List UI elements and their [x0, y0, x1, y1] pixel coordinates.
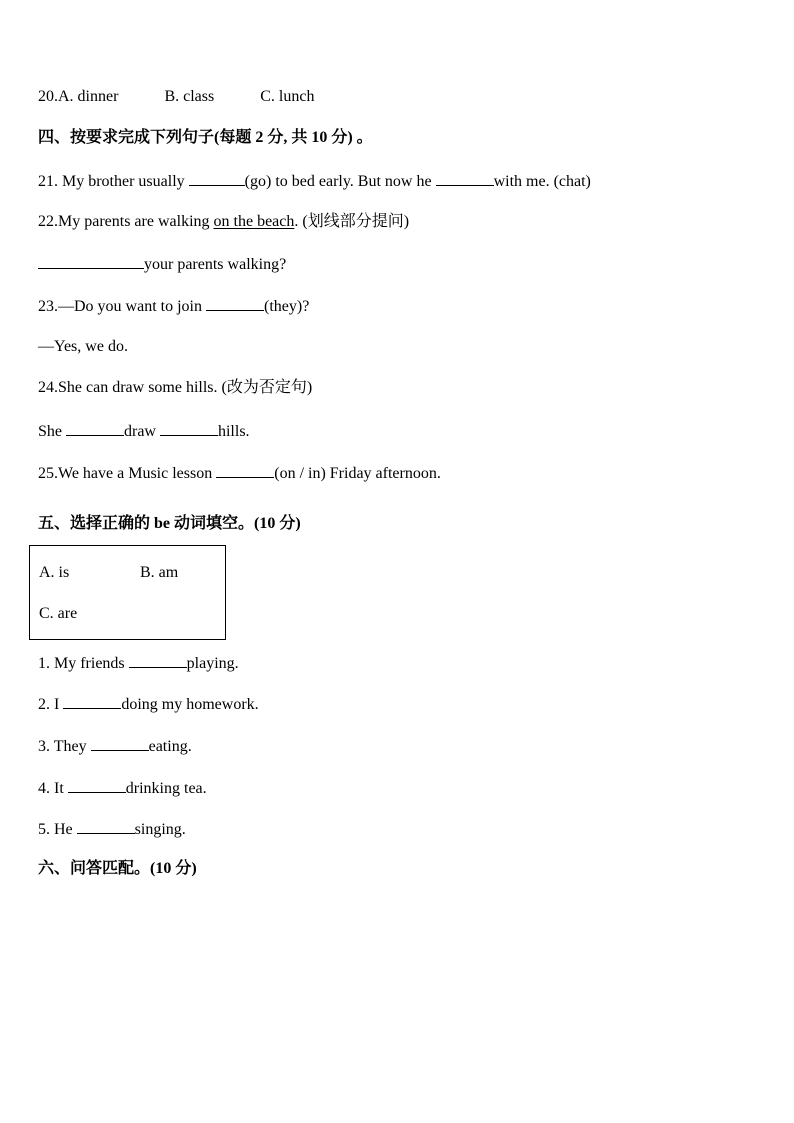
answer-blank[interactable]	[216, 462, 274, 478]
section-5-heading: 五、选择正确的 be 动词填空。(10 分)	[38, 515, 301, 532]
question-text: My parents are walking	[58, 213, 214, 230]
s5-item-1	[38, 652, 239, 674]
question-24	[38, 378, 312, 398]
item-text: eating.	[148, 738, 192, 755]
question-20	[38, 87, 314, 107]
question-text: (they)?	[264, 298, 310, 315]
question-number: 24.	[38, 379, 58, 396]
item-text: 1. My friends	[38, 655, 125, 672]
question-number: 20.	[38, 88, 58, 105]
answer-blank[interactable]	[189, 170, 245, 186]
answer-blank[interactable]	[38, 253, 144, 269]
question-number: 25.	[38, 465, 58, 482]
item-text: 2. I	[38, 696, 60, 713]
question-number: 22.	[38, 213, 58, 230]
question-text: . (划线部分提问)	[294, 213, 410, 230]
item-text: doing my homework.	[121, 696, 259, 713]
answer-blank[interactable]	[160, 420, 218, 436]
question-text: —Do you want to join	[58, 298, 202, 315]
question-25	[38, 462, 441, 484]
question-text: She can draw some hills. (改为否定句)	[58, 379, 313, 396]
item-text: singing.	[134, 821, 186, 838]
answer-text: hills.	[217, 423, 250, 440]
option-c: C. are	[39, 605, 78, 622]
answer-blank[interactable]	[91, 735, 149, 751]
options-row-2	[39, 604, 77, 624]
question-text: We have a Music lesson	[58, 465, 213, 482]
item-text: 5. He	[38, 821, 73, 838]
answer-text: draw	[124, 423, 156, 440]
question-22-answer	[38, 253, 286, 275]
item-text: playing.	[186, 655, 239, 672]
section-4-heading: 四、按要求完成下列句子(每题 2 分, 共 10 分) 。	[38, 129, 373, 146]
s5-item-4	[38, 777, 207, 799]
s5-item-3	[38, 735, 192, 757]
answer-blank[interactable]	[129, 652, 187, 668]
question-number: 21	[38, 173, 54, 190]
option-b: B. class	[164, 88, 215, 105]
options-box	[29, 545, 226, 640]
option-a: A. is	[39, 564, 70, 581]
s5-item-5	[38, 818, 186, 840]
item-text: 4. It	[38, 780, 64, 797]
question-21	[38, 170, 591, 192]
question-24-answer	[38, 420, 250, 442]
answer-blank[interactable]	[206, 295, 264, 311]
question-22	[38, 212, 409, 232]
answer-blank[interactable]	[63, 693, 121, 709]
item-text: drinking tea.	[125, 780, 207, 797]
s5-item-2	[38, 693, 259, 715]
answer-blank[interactable]	[66, 420, 124, 436]
answer-blank[interactable]	[68, 777, 126, 793]
answer-text: She	[38, 423, 62, 440]
section-6-heading: 六、问答匹配。(10 分)	[38, 860, 197, 877]
question-number: 23.	[38, 298, 58, 315]
option-b: B. am	[140, 564, 179, 581]
question-23-reply: —Yes, we do.	[38, 338, 128, 355]
answer-blank[interactable]	[436, 170, 494, 186]
answer-text: your parents walking?	[144, 256, 287, 273]
question-text: (go) to bed early. But now he	[244, 173, 432, 190]
options-row-1	[39, 563, 178, 583]
option-c: C. lunch	[260, 88, 315, 105]
underlined-phrase: on the beach	[213, 213, 295, 230]
option-a: A. dinner	[58, 88, 119, 105]
question-text: . My brother usually	[54, 173, 185, 190]
question-text: with me. (chat)	[493, 173, 591, 190]
question-text: (on / in) Friday afternoon.	[274, 465, 441, 482]
answer-blank[interactable]	[77, 818, 135, 834]
item-text: 3. They	[38, 738, 87, 755]
question-23	[38, 295, 309, 317]
